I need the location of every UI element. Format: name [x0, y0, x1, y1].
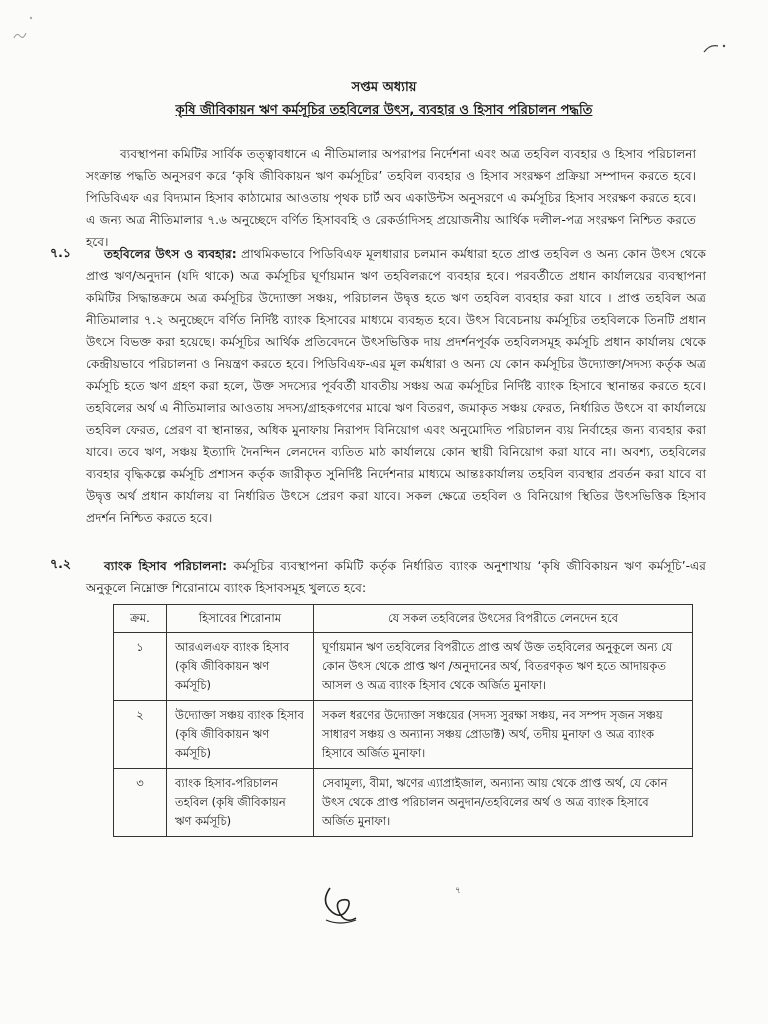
section-7-2-heading: ব্যাংক হিসাব পরিচালনা:: [104, 559, 227, 573]
table-row: [114, 701, 693, 769]
section-7-1-paragraph: [86, 243, 706, 529]
row-account-title: উদ্যোক্তা সঞ্চয় ব্যাংক হিসাব (কৃষি জীবিকায়ন ঋণ কর্মসূচি): [167, 701, 314, 769]
header-serial: ক্রম.: [114, 605, 167, 633]
chapter-title: কৃষি জীবিকায়ন ঋণ কর্মসূচির তহবিলের উৎস, ব্যবহার ও হিসাব পরিচালন পদ্ধতি: [175, 103, 593, 118]
section-number-7-1: ৭.১: [50, 245, 71, 260]
section-number-7-2: ৭.২: [50, 556, 72, 571]
row-fund-sources: সকল ধরণের উদ্যোক্তা সঞ্চয়ের (সদস্য সুরক্ষা সঞ্চয়, নব সম্পদ সৃজন সঞ্চয় সাধারণ সঞ্চয় ও অন্যান্য সঞ্চয় প্রোডাক্ট) অর্থ, তদীয় মুনাফা ও অত্র ব্যাংক হিসাবে অর্জিত মুনাফা।: [314, 701, 693, 769]
bank-accounts-table: [113, 604, 693, 837]
table-header-row: [114, 605, 693, 633]
page-mark: ৭: [455, 886, 461, 896]
row-serial: ৩: [114, 769, 167, 837]
section-7-1-heading: তহবিলের উৎস ও ব্যবহার:: [104, 247, 237, 261]
table-row: [114, 769, 693, 837]
corner-mark: [700, 38, 730, 62]
section-7-2-body: কর্মসূচির ব্যবস্থাপনা কমিটি কর্তৃক নির্ধারিত ব্যাংক অনুশাখায় ‘কৃষি জীবিকায়ন ঋণ কর্মসূচি’-এর অনুকূলে নিম্নোক্ত শিরোনামে ব্যাংক হিসাবসমূহ খুলতে হবে:: [86, 559, 706, 595]
row-serial: ২: [114, 701, 167, 769]
scan-mark-top-left: [6, 8, 46, 48]
header-account-title: হিসাবের শিরোনাম: [167, 605, 314, 633]
row-serial: ১: [114, 633, 167, 701]
intro-paragraph: ব্যবস্থাপনা কমিটির সার্বিক তত্ত্বাবধানে এ নীতিমালার অপরাপর নির্দেশনা এবং অত্র তহবিল ব্যবহার ও হিসাব পরিচালনা সংক্রান্ত পদ্ধতি অনুসরণ করে ‘কৃষি জীবিকায়ন ঋণ কর্মসূচির’ তহবিল ব্যবহার ও হিসাব সংরক্ষণ প্রক্রিয়া সম্পাদন করতে হবে। পিডিবিএফ এর বিদ্যমান হিসাব কাঠামোর আওতায় পৃথক চার্ট অব একাউন্টস অনুসরণে এ কর্মসূচির হিসাব সংরক্ষণ করতে হবে। এ জন্য অত্র নীতিমালার ৭.৬ অনুচ্ছেদে বর্ণিত হিসাববহি ও রেকর্ডাদিসহ প্রয়োজনীয় আর্থিক দলীল-পত্র সংরক্ষণ নিশ্চিত করতে হবে।: [86, 147, 696, 249]
header-fund-sources: যে সকল তহবিলের উৎসের বিপরীতে লেনদেন হবে: [314, 605, 693, 633]
row-fund-sources: সেবামূল্য, বীমা, ঋণের এ্যাপ্রাইজাল, অন্যান্য আয় থেকে প্রাপ্ত অর্থ, যে কোন উৎস থেকে প্রাপ্ত পরিচালন অনুদান/তহবিলের অর্থ ও অত্র ব্যাংক হিসাবে অর্জিত মুনাফা।: [314, 769, 693, 837]
signature: [312, 880, 372, 932]
row-account-title: ব্যাংক হিসাব-পরিচালন তহবিল (কৃষি জীবিকায়ন ঋণ কর্মসূচি): [167, 769, 314, 837]
row-fund-sources: ঘূর্ণায়মান ঋণ তহবিলের বিপরীতে প্রাপ্ত অর্থ উক্ত তহবিলের অনুকূলে অন্য যে কোন উৎস থেকে প্রাপ্ত ঋণ /অনুদানের অর্থ, বিতরণকৃত ঋণ হতে আদায়কৃত আসল ও অত্র ব্যাংক হিসাব থেকে অর্জিত মুনাফা।: [314, 633, 693, 701]
section-7-1-body: প্রাথমিকভাবে পিডিবিএফ মূলধারার চলমান কর্মধারা হতে প্রাপ্ত তহবিল ও অন্য কোন উৎস থেকে প্রাপ্ত ঋণ/অনুদান (যদি থাকে) অত্র কর্মসূচির ঘূর্ণায়মান ঋণ তহবিলরূপে ব্যবহার হবে। পরবর্তীতে প্রধান কার্যালয়ের ব্যবস্থাপনা কমিটির সিদ্ধান্তক্রমে অত্র কর্মসূচির উদ্যোক্তা সঞ্চয়, পরিচালন উদ্বৃত্ত হতে ঋণ তহবিল ব্যবহার করা যাবে । প্রাপ্ত তহবিল অত্র নীতিমালার ৭.২ অনুচ্ছেদে বর্ণিত নির্দিষ্ট ব্যাংক হিসাবের মাধ্যমে ব্যবহৃত হবে। উৎস বিবেচনায় কর্মসূচির তহবিলকে তিনটি প্রধান উৎসে বিভক্ত করা হয়েছে। কর্মসূচির আর্থিক প্রতিবেদনে উৎসভিত্তিক দায় প্রদর্শনপূর্বক তহবিলসমূহ কর্মসূচি প্রধান কার্যালয় থেকে কেন্দ্রীয়ভাবে পরিচালনা ও নিয়ন্ত্রণ করতে হবে। পিডিবিএফ-এর মূল কর্মধারা ও অন্য যে কোন কর্মসূচির উদ্যোক্তা/সদস্য কর্তৃক অত্র কর্মসূচি হতে ঋণ গ্রহণ করা হলে, উক্ত সদস্যের পূর্ববর্তী যাবতীয় সঞ্চয় অত্র কর্মসূচির নির্দিষ্ট ব্যাংক হিসাবে স্থানান্তর করতে হবে। তহবিলের অর্থ এ নীতিমালার আওতায় সদস্য/গ্রাহকগণের মাঝে ঋণ বিতরণ, জমাকৃত সঞ্চয় ফেরত, নির্ধারিত উৎসে বা কার্যালয়ে তহবিল ফেরত, প্রেরণ বা স্থানান্তর, অধিক মুনাফায় নিরাপদ বিনিয়োগ এবং অনুমোদিত পরিচালন ব্যয় নির্বাহের জন্য ব্যবহার করা যাবে। তবে ঋণ, সঞ্চয় ইত্যাদি দৈনন্দিন লেনদেন ব্যতিত মাঠ কার্যালয়ে কোন স্থায়ী বিনিয়োগ করা যাবে না। অবশ্য, তহবিলের ব্যবহার বৃদ্ধিকল্পে কর্মসূচি প্রশাসন কর্তৃক জারীকৃত সুনির্দিষ্ট নির্দেশনার মাধ্যমে আন্তঃকার্যালয় তহবিল ব্যবস্থার প্রবর্তন করা যাবে বা উদ্বৃত্ত অর্থ প্রধান কার্যালয় বা নির্ধারিত উৎসে প্রেরণ করা যাবে। সকল ক্ষেত্রে তহবিল ও বিনিয়োগ স্থিতির উৎসভিত্তিক হিসাব প্রদর্শন নিশ্চিত করতে হবে।: [86, 247, 707, 525]
table-row: [114, 633, 693, 701]
row-account-title: আরএলএফ ব্যাংক হিসাব (কৃষি জীবিকায়ন ঋণ কর্মসূচি): [167, 633, 314, 701]
section-7-2-paragraph: [86, 555, 706, 599]
chapter-heading: সপ্তম অধ্যায়: [351, 80, 417, 95]
